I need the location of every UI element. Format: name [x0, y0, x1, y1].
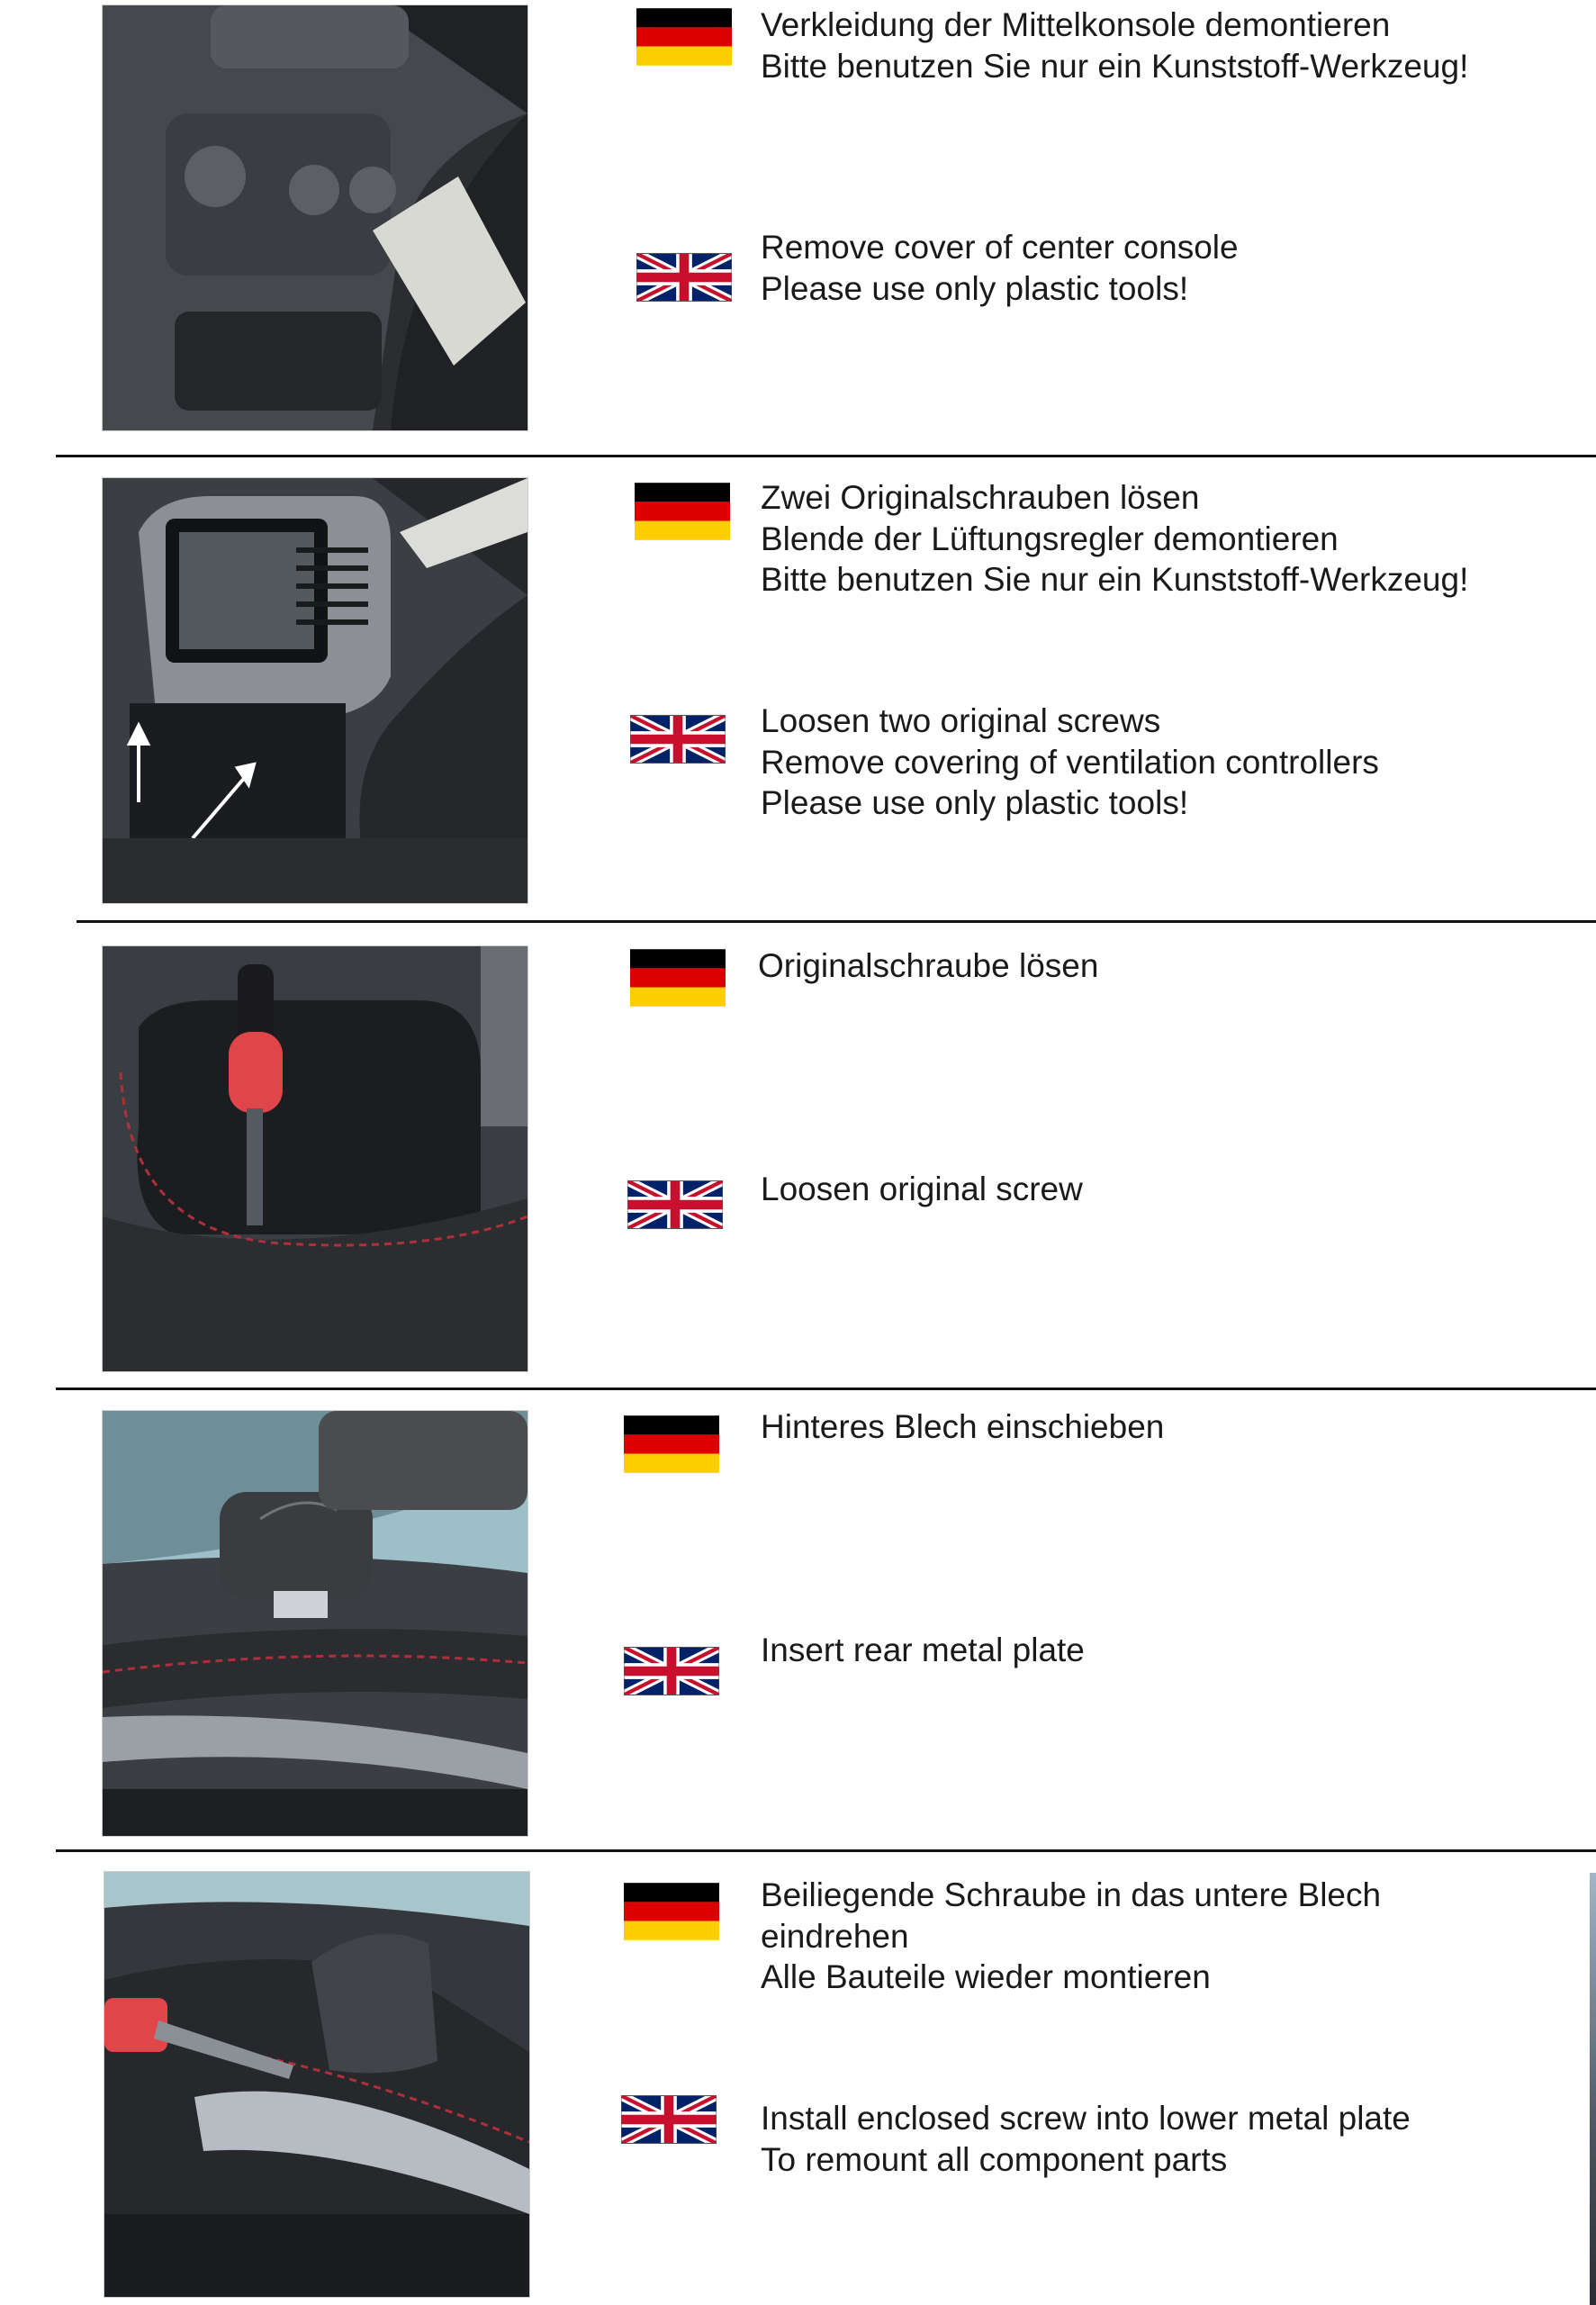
- step-5-de-text: Beiliegende Schraube in das untere Blech eindrehen Alle Bauteile wieder montieren: [761, 1876, 1382, 1995]
- uk-flag-icon: [630, 707, 726, 772]
- section-divider: [56, 1388, 1596, 1390]
- uk-flag-icon: [621, 2087, 717, 2152]
- uk-flag-icon: [627, 1172, 723, 1237]
- step-3-en-text: Loosen original screw: [761, 1171, 1083, 1207]
- step-2-de-text: Zwei Originalschrauben lösen Blende der Lüftungsregler demontieren Bitte benutzen Sie nur ein Kunststoff-Werkzeug!: [761, 479, 1469, 598]
- german-flag-icon: [636, 5, 732, 69]
- step-1-en-text: Remove cover of center console Please use only plastic tools!: [761, 229, 1239, 307]
- german-flag-icon: [635, 479, 730, 544]
- step-4-photo: [102, 1410, 528, 1837]
- section-divider: [56, 1849, 1596, 1852]
- step-5-en-text: Install enclosed screw into lower metal plate To remount all component parts: [761, 2100, 1411, 2178]
- german-flag-icon: [624, 1412, 719, 1477]
- step-2-en-text: Loosen two original screws Remove covering of ventilation controllers Please use only plastic tools!: [761, 702, 1379, 821]
- step-3-photo: [102, 945, 528, 1372]
- page-edge-photo-strip: [1590, 1873, 1596, 2305]
- step-4-de-text: Hinteres Blech einschieben: [761, 1408, 1165, 1445]
- step-2-photo: [102, 477, 528, 904]
- step-3-de-text: Originalschraube lösen: [758, 947, 1099, 984]
- step-5-photo: [104, 1871, 530, 2298]
- step-4-en-text: Insert rear metal plate: [761, 1632, 1085, 1668]
- german-flag-icon: [624, 1879, 719, 1944]
- uk-flag-icon: [624, 1639, 719, 1704]
- section-divider: [56, 455, 1596, 457]
- step-1-photo: [102, 5, 528, 431]
- uk-flag-icon: [636, 245, 732, 310]
- section-divider: [77, 920, 1596, 923]
- step-1-de-text: Verkleidung der Mittelkonsole demontieren Bitte benutzen Sie nur ein Kunststoff-Werkzeug!: [761, 6, 1469, 85]
- german-flag-icon: [630, 945, 726, 1010]
